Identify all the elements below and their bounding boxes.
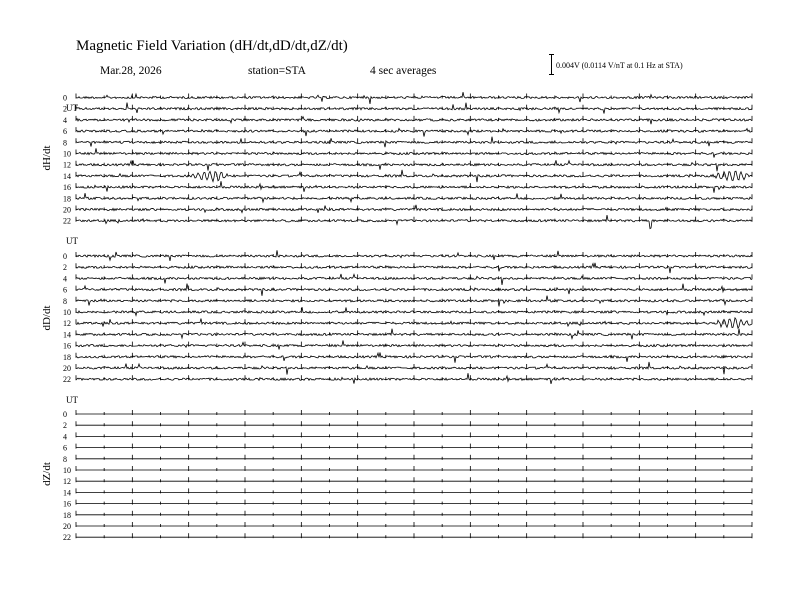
- panel-dD-dt: [41, 236, 752, 384]
- row-label: 10: [63, 308, 71, 317]
- station-label: station=STA: [248, 65, 306, 77]
- row-label: 12: [63, 160, 71, 170]
- panel-dH-dt: [41, 92, 752, 228]
- panel-dZ-dt: [41, 395, 752, 542]
- row-label: 10: [63, 466, 71, 475]
- row-label: 14: [63, 488, 71, 498]
- row-label: 22: [63, 533, 71, 543]
- row-label: 20: [63, 364, 71, 373]
- row-label: 18: [63, 510, 71, 520]
- ut-label: UT: [66, 103, 78, 113]
- row-label: 2: [63, 104, 67, 114]
- row-label: 16: [63, 499, 71, 509]
- row-label: 22: [63, 216, 71, 226]
- row-label: 4: [63, 432, 67, 442]
- row-label: 12: [63, 477, 71, 487]
- row-label: 4: [63, 115, 67, 125]
- chart-title: Magnetic Field Variation (dH/dt,dD/dt,dZ/dt): [76, 38, 348, 54]
- row-label: 2: [63, 263, 67, 273]
- row-label: 10: [63, 149, 71, 159]
- row-label: 8: [63, 454, 67, 464]
- row-label: 14: [63, 330, 71, 340]
- row-label: 18: [63, 194, 71, 204]
- ut-label: UT: [66, 236, 78, 246]
- row-label: 4: [63, 274, 67, 284]
- row-label: 6: [63, 443, 67, 453]
- row-label: 2: [63, 421, 67, 431]
- row-label: 20: [63, 205, 71, 215]
- row-label: 14: [63, 171, 71, 181]
- row-label: 8: [63, 296, 67, 306]
- row-label: 6: [63, 285, 67, 295]
- panel-ylabel: dH/dt: [41, 145, 53, 171]
- panel-ylabel: dD/dt: [41, 305, 53, 331]
- row-label: 0: [63, 252, 67, 261]
- row-label: 12: [63, 319, 71, 329]
- row-label: 0: [63, 410, 67, 419]
- row-label: 16: [63, 183, 71, 193]
- ut-label: UT: [66, 395, 78, 405]
- averaging-label: 4 sec averages: [370, 65, 437, 77]
- row-label: 8: [63, 138, 67, 148]
- row-label: 16: [63, 341, 71, 351]
- row-label: 20: [63, 522, 71, 531]
- panel-ylabel: dZ/dt: [41, 462, 53, 486]
- row-label: 6: [63, 127, 67, 137]
- row-label: 0: [63, 93, 67, 103]
- row-label: 22: [63, 375, 71, 385]
- date-label: Mar.28, 2026: [100, 65, 162, 77]
- scale-label: 0.004V (0.0114 V/nT at 0.1 Hz at STA): [556, 61, 683, 70]
- row-label: 18: [63, 352, 71, 362]
